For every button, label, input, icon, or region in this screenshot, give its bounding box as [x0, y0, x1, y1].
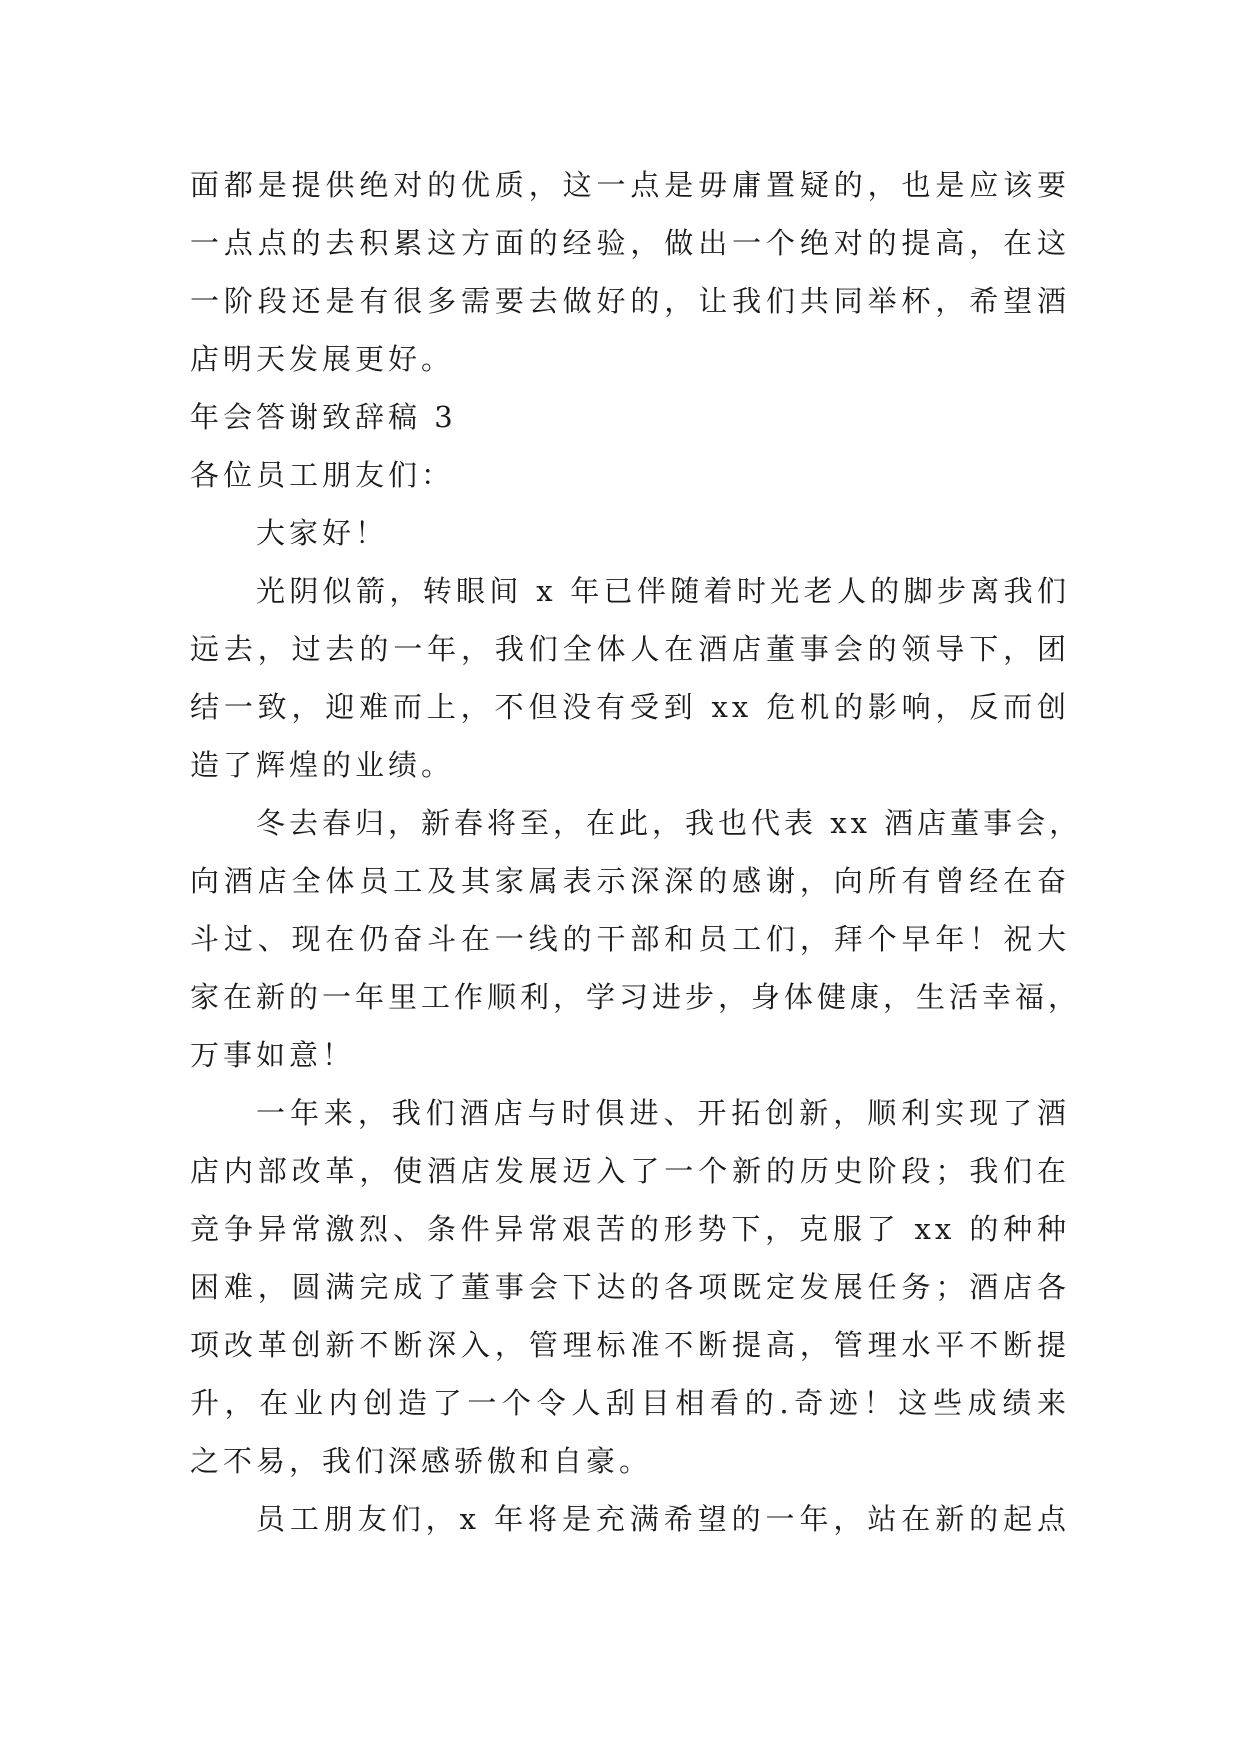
- section-heading: 年会答谢致辞稿 3: [190, 400, 457, 434]
- text-line: 店内部改革，使酒店发展迈入了一个新的历史阶段；我们在: [190, 1154, 1070, 1188]
- text-line: 家在新的一年里工作顺利，学习进步，身体健康，生活幸福，: [190, 980, 1082, 1014]
- text-line: 向酒店全体员工及其家属表示深深的感谢，向所有曾经在奋: [190, 864, 1070, 898]
- text-line: 光阴似箭，转眼间 x 年已伴随着时光老人的脚步离我们: [256, 574, 1070, 608]
- text-line: 结一致，迎难而上，不但没有受到 xx 危机的影响，反而创: [190, 690, 1070, 724]
- text-line: 店明天发展更好。: [190, 342, 455, 376]
- text-line: 面都是提供绝对的优质，这一点是毋庸置疑的，也是应该要: [190, 168, 1070, 202]
- text-line: 员工朋友们，x 年将是充满希望的一年，站在新的起点: [256, 1502, 1070, 1536]
- salutation: 各位员工朋友们：: [190, 458, 455, 492]
- text-line: 斗过、现在仍奋斗在一线的干部和员工们，拜个早年！祝大: [190, 922, 1070, 956]
- text-line: 竞争异常激烈、条件异常艰苦的形势下，克服了 xx 的种种: [190, 1212, 1070, 1246]
- text-line: 造了辉煌的业绩。: [190, 748, 455, 782]
- text-line: 万事如意！: [190, 1038, 356, 1072]
- text-line: 一阶段还是有很多需要去做好的，让我们共同举杯，希望酒: [190, 284, 1070, 318]
- text-line: 项改革创新不断深入，管理标准不断提高，管理水平不断提: [190, 1328, 1070, 1362]
- greeting: 大家好！: [256, 516, 389, 550]
- text-line: 困难，圆满完成了董事会下达的各项既定发展任务；酒店各: [190, 1270, 1070, 1304]
- text-line: 冬去春归，新春将至，在此，我也代表 xx 酒店董事会，: [256, 806, 1083, 840]
- text-line: 升，在业内创造了一个令人刮目相看的.奇迹！这些成绩来: [190, 1386, 1070, 1420]
- text-line: 远去，过去的一年，我们全体人在酒店董事会的领导下，团: [190, 632, 1070, 666]
- text-line: 一点点的去积累这方面的经验，做出一个绝对的提高，在这: [190, 226, 1070, 260]
- text-line: 之不易，我们深感骄傲和自豪。: [190, 1444, 653, 1478]
- text-line: 一年来，我们酒店与时俱进、开拓创新，顺利实现了酒: [256, 1096, 1070, 1130]
